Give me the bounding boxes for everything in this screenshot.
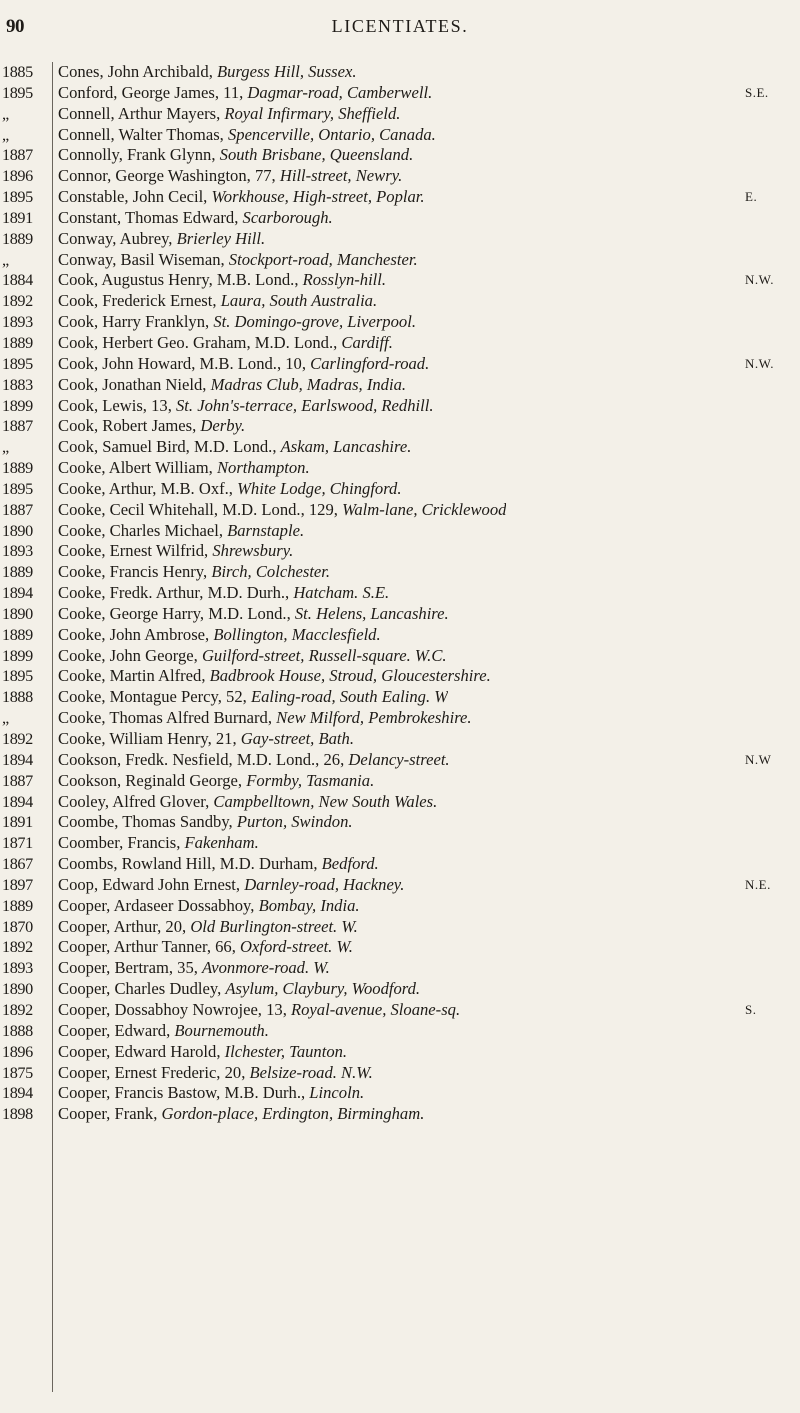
entry-text	[58, 833, 259, 854]
entry-postal-district: N.W.	[745, 355, 774, 371]
entry-name: Cooper, Francis Bastow, M.B. Durh.,	[58, 1083, 310, 1103]
entry-address: Walm-lane, Cricklewood	[342, 499, 507, 519]
entry-text	[58, 1000, 460, 1021]
list-item	[0, 771, 800, 792]
entry-name: Cook, Herbert Geo. Graham, M.D. Lond.,	[58, 332, 342, 352]
entry-text	[58, 1063, 373, 1084]
entry-text	[58, 104, 400, 125]
list-item	[0, 500, 800, 521]
entry-address: St. John's-terrace, Earlswood, Redhill.	[176, 395, 434, 415]
entry-year: 1892	[2, 292, 33, 311]
entry-year: 1895	[2, 667, 33, 686]
entry-address: Cardiff.	[341, 332, 393, 352]
entry-address: Bedford.	[321, 854, 379, 874]
entry-year: 1895	[2, 479, 33, 498]
entry-postal-district: E.	[745, 189, 758, 205]
entry-address: Bollington, Macclesfield.	[213, 624, 381, 644]
entry-text	[58, 750, 450, 771]
entry-address: Badbrook House, Stroud, Gloucestershire.	[209, 666, 491, 686]
entry-year: 1896	[2, 1042, 33, 1061]
entry-name: Cooke, Cecil Whitehall, M.D. Lond., 129,	[58, 499, 343, 519]
list-item	[0, 125, 800, 146]
entry-year: 1892	[2, 938, 33, 957]
entry-address: Purton, Swindon.	[236, 812, 353, 832]
list-item	[0, 145, 800, 166]
list-item	[0, 687, 800, 708]
entry-text	[58, 625, 381, 646]
list-item	[0, 812, 800, 833]
entry-text	[58, 562, 330, 583]
list-item	[0, 833, 800, 854]
entry-year: 1885	[2, 63, 33, 81]
entry-address: Hatcham. S.E.	[293, 583, 390, 603]
entry-year: 1898	[2, 1105, 33, 1124]
entry-year: 1892	[2, 1000, 33, 1019]
entry-year: 1889	[2, 563, 33, 582]
entry-name: Cooke, Francis Henry,	[58, 562, 212, 582]
list-item	[0, 208, 800, 229]
entry-name: Cooke, John Ambrose,	[58, 624, 214, 644]
entry-year: 1889	[2, 896, 33, 915]
entry-year: 1889	[2, 459, 33, 478]
list-item	[0, 229, 800, 250]
entry-address: Brierley Hill.	[176, 228, 266, 248]
entry-text	[58, 687, 448, 708]
entry-text	[58, 187, 425, 208]
entry-address: Scarborough.	[242, 207, 333, 227]
entry-text	[58, 458, 310, 479]
list-item	[0, 541, 800, 562]
entry-address: Askam, Lancashire.	[280, 437, 412, 457]
entry-name: Cook, Harry Franklyn,	[58, 312, 214, 332]
entry-address: Stockport-road, Manchester.	[228, 249, 418, 269]
entry-name: Cooke, Montague Percy, 52,	[58, 687, 251, 707]
running-head: LICENTIATES.	[331, 16, 469, 36]
entry-text	[58, 208, 333, 229]
entry-text	[58, 792, 437, 813]
entry-address: Royal-avenue, Sloane-sq.	[291, 999, 461, 1019]
entry-year: 1871	[2, 834, 33, 853]
entry-year: „	[2, 125, 9, 144]
list-item	[0, 979, 800, 1000]
entry-name: Connor, George Washington, 77,	[58, 166, 280, 186]
list-item	[0, 437, 800, 458]
page-header	[0, 0, 800, 50]
entry-year: 1893	[2, 542, 33, 561]
entry-name: Cook, Augustus Henry, M.B. Lond.,	[58, 270, 303, 290]
list-item	[0, 166, 800, 187]
entry-name: Cooke, Arthur, M.B. Oxf.,	[58, 478, 238, 498]
entry-address: Avonmore-road. W.	[202, 958, 330, 978]
entry-address: Bournemouth.	[174, 1020, 269, 1040]
entry-address: Madras Club, Madras, India.	[210, 374, 407, 394]
entry-year: 1894	[2, 750, 33, 769]
list-item	[0, 375, 800, 396]
entry-address: Ilchester, Taunton.	[224, 1041, 348, 1061]
list-item	[0, 917, 800, 938]
list-item	[0, 958, 800, 979]
entry-year: 1889	[2, 625, 33, 644]
entry-year: 1888	[2, 688, 33, 707]
entry-address: Derby.	[200, 416, 246, 436]
list-item	[0, 792, 800, 813]
entries-list	[0, 62, 800, 1125]
entry-name: Cook, Robert James,	[58, 416, 201, 436]
entry-year: 1890	[2, 980, 33, 999]
entry-year: 1899	[2, 396, 33, 415]
entry-postal-district: N.E.	[745, 876, 771, 892]
entry-text	[58, 1104, 424, 1125]
entry-year: „	[2, 438, 9, 457]
entry-name: Conway, Aubrey,	[58, 228, 177, 248]
entry-text	[58, 708, 472, 729]
entry-address: Ealing-road, South Ealing. W	[250, 687, 449, 707]
entry-address: Guilford-street, Russell-square. W.C.	[201, 645, 447, 665]
entry-name: Coombs, Rowland Hill, M.D. Durham,	[58, 854, 322, 874]
entry-name: Cookson, Fredk. Nesfield, M.D. Lond., 26,	[58, 749, 349, 769]
entry-text	[58, 229, 265, 250]
list-item	[0, 604, 800, 625]
entry-year: 1897	[2, 875, 33, 894]
entry-text	[58, 396, 434, 417]
entry-address: Darnley-road, Hackney.	[244, 874, 405, 894]
entry-text	[58, 854, 379, 875]
entry-address: Barnstaple.	[227, 520, 305, 540]
entry-text	[58, 83, 432, 104]
entry-year: 1889	[2, 333, 33, 352]
entry-text	[58, 1021, 269, 1042]
entry-address: Workhouse, High-street, Poplar.	[211, 187, 425, 207]
entry-text	[58, 812, 353, 833]
entry-name: Cooke, John George,	[58, 645, 202, 665]
entry-name: Cook, Jonathan Nield,	[58, 374, 211, 394]
entry-year: 1893	[2, 959, 33, 978]
entry-postal-district: S.	[745, 1001, 757, 1017]
entry-text	[58, 437, 411, 458]
list-item	[0, 354, 800, 375]
entry-name: Cooper, Arthur, 20,	[58, 916, 191, 936]
entry-year: 1894	[2, 792, 33, 811]
entry-name: Cooke, Charles Michael,	[58, 520, 228, 540]
entry-address: Laura, South Australia.	[220, 291, 378, 311]
entry-year: 1867	[2, 855, 33, 874]
entry-name: Cooper, Edward,	[58, 1020, 175, 1040]
entry-year: 1888	[2, 1021, 33, 1040]
entry-year: 1887	[2, 771, 33, 790]
entry-text	[58, 479, 402, 500]
entry-address: New Milford, Pembrokeshire.	[276, 708, 472, 728]
entry-text	[58, 729, 354, 750]
entry-text	[58, 771, 374, 792]
entry-text	[58, 958, 330, 979]
entry-name: Cooley, Alfred Glover,	[58, 791, 214, 811]
entry-year: 1887	[2, 417, 33, 436]
entry-year: 1887	[2, 146, 33, 165]
entry-address: Delancy-street.	[348, 749, 450, 769]
entry-text	[58, 145, 413, 166]
entry-name: Cookson, Reginald George,	[58, 770, 247, 790]
entry-name: Cooke, William Henry, 21,	[58, 729, 241, 748]
list-item	[0, 104, 800, 125]
entry-name: Cooper, Charles Dudley,	[58, 979, 226, 999]
entry-year: 1890	[2, 521, 33, 540]
list-item	[0, 729, 800, 750]
entry-name: Cook, Lewis, 13,	[58, 395, 176, 415]
entry-name: Cooper, Arthur Tanner, 66,	[58, 937, 241, 957]
entry-name: Cooke, Ernest Wilfrid,	[58, 541, 213, 561]
entry-name: Constable, John Cecil,	[58, 187, 212, 207]
entry-name: Cooper, Frank,	[58, 1104, 162, 1124]
entry-address: Fakenham.	[184, 833, 259, 853]
entry-year: 1893	[2, 313, 33, 332]
entry-name: Conford, George James, 11,	[58, 82, 248, 102]
entry-year: 1895	[2, 83, 33, 102]
list-item	[0, 750, 800, 771]
entry-postal-district: S.E.	[745, 84, 769, 100]
entry-year: 1894	[2, 1084, 33, 1103]
list-item	[0, 1104, 800, 1125]
entry-address: Bombay, India.	[258, 895, 360, 915]
list-item	[0, 312, 800, 333]
entry-postal-district: N.W.	[745, 272, 774, 288]
list-item	[0, 1063, 800, 1084]
entry-name: Cones, John Archibald,	[58, 62, 218, 81]
list-item	[0, 562, 800, 583]
entry-address: Oxford-street. W.	[240, 937, 353, 957]
list-item	[0, 937, 800, 958]
entry-text	[58, 875, 404, 896]
list-item	[0, 458, 800, 479]
list-item	[0, 854, 800, 875]
entry-name: Connolly, Frank Glynn,	[58, 145, 220, 165]
list-item	[0, 396, 800, 417]
entry-text	[58, 62, 357, 83]
entry-address: Asylum, Claybury, Woodford.	[225, 979, 421, 999]
entry-name: Conway, Basil Wiseman,	[58, 249, 229, 269]
list-item	[0, 1083, 800, 1104]
entry-name: Constant, Thomas Edward,	[58, 207, 243, 227]
list-item	[0, 250, 800, 271]
entry-text	[58, 646, 447, 667]
list-item	[0, 708, 800, 729]
list-item	[0, 83, 800, 104]
list-item	[0, 646, 800, 667]
entry-text	[58, 500, 506, 521]
list-item	[0, 521, 800, 542]
entry-address: Carlingford-road.	[310, 353, 430, 373]
entry-text	[58, 250, 418, 271]
entry-year: 1895	[2, 354, 33, 373]
entry-address: Hill-street, Newry.	[279, 166, 403, 186]
entry-text	[58, 917, 358, 938]
entry-name: Cooke, Fredk. Arthur, M.D. Durh.,	[58, 583, 294, 603]
entry-name: Coop, Edward John Ernest,	[58, 874, 245, 894]
entry-text	[58, 604, 449, 625]
entry-address: St. Helens, Lancashire.	[294, 603, 449, 623]
entry-text	[58, 937, 353, 958]
entry-postal-district: N.W	[745, 751, 772, 767]
entry-year: 1887	[2, 500, 33, 519]
entry-year: 1890	[2, 604, 33, 623]
entry-name: Connell, Walter Thomas,	[58, 124, 228, 144]
entry-text	[58, 312, 416, 333]
entry-address: Campbelltown, New South Wales.	[213, 791, 438, 811]
entry-address: Gay-street, Bath.	[240, 729, 354, 748]
entry-name: Cooke, Martin Alfred,	[58, 666, 210, 686]
list-item	[0, 416, 800, 437]
list-item	[0, 1000, 800, 1021]
entry-name: Cook, Samuel Bird, M.D. Lond.,	[58, 437, 281, 457]
entry-address: Burgess Hill, Sussex.	[217, 62, 357, 81]
entry-address: Dagmar-road, Camberwell.	[247, 82, 433, 102]
entry-name: Coomber, Francis,	[58, 833, 185, 853]
list-item	[0, 666, 800, 687]
entry-name: Cook, John Howard, M.B. Lond., 10,	[58, 353, 311, 373]
entry-year: 1883	[2, 375, 33, 394]
entry-year: 1884	[2, 271, 33, 290]
entry-year: 1895	[2, 188, 33, 207]
entry-year: 1892	[2, 730, 33, 748]
entry-year: 1889	[2, 229, 33, 248]
entry-address: Birch, Colchester.	[211, 562, 331, 582]
entry-name: Cooper, Ernest Frederic, 20,	[58, 1062, 250, 1082]
list-item	[0, 1042, 800, 1063]
entry-name: Cooper, Bertram, 35,	[58, 958, 203, 978]
entry-address: Formby, Tasmania.	[246, 770, 375, 790]
entry-text	[58, 521, 304, 542]
list-item	[0, 875, 800, 896]
entry-name: Cooke, Thomas Alfred Burnard,	[58, 708, 277, 728]
entry-text	[58, 896, 360, 917]
page-number: 90	[6, 16, 24, 37]
entry-year: 1899	[2, 646, 33, 665]
entry-text	[58, 166, 402, 187]
list-item	[0, 625, 800, 646]
entry-text	[58, 270, 386, 291]
entry-text	[58, 291, 377, 312]
entry-year: 1891	[2, 208, 33, 227]
entry-text	[58, 666, 491, 687]
entry-text	[58, 125, 436, 146]
entry-address: Belsize-road. N.W.	[249, 1062, 373, 1082]
entry-year: 1875	[2, 1063, 33, 1082]
entry-text	[58, 416, 245, 437]
entry-text	[58, 1083, 364, 1104]
entry-year: 1870	[2, 917, 33, 936]
entry-address: White Lodge, Chingford.	[237, 478, 402, 498]
entry-text	[58, 354, 429, 375]
list-item	[0, 1021, 800, 1042]
entry-address: St. Domingo-grove, Liverpool.	[213, 312, 416, 332]
entry-text	[58, 333, 393, 354]
entry-address: Gordon-place, Erdington, Birmingham.	[161, 1104, 425, 1124]
entry-address: Spencerville, Ontario, Canada.	[227, 124, 436, 144]
entry-name: Cooper, Ardaseer Dossabhoy,	[58, 895, 259, 915]
list-item	[0, 479, 800, 500]
entry-name: Coombe, Thomas Sandby,	[58, 812, 237, 832]
entry-address: Royal Infirmary, Sheffield.	[224, 103, 401, 123]
entry-address: Lincoln.	[309, 1083, 365, 1103]
entry-year: 1894	[2, 584, 33, 603]
entry-name: Cook, Frederick Ernest,	[58, 291, 221, 311]
entry-name: Cooke, George Harry, M.D. Lond.,	[58, 603, 295, 623]
entry-year: „	[2, 104, 9, 123]
entry-address: South Brisbane, Queensland.	[219, 145, 414, 165]
entry-text	[58, 375, 406, 396]
entry-text	[58, 1042, 347, 1063]
entry-address: Shrewsbury.	[212, 541, 294, 561]
entry-name: Cooper, Dossabhoy Nowrojee, 13,	[58, 999, 291, 1019]
entry-year: 1896	[2, 167, 33, 186]
entry-address: Old Burlington-street. W.	[190, 916, 358, 936]
entry-name: Connell, Arthur Mayers,	[58, 103, 225, 123]
entry-name: Cooper, Edward Harold,	[58, 1041, 225, 1061]
list-item	[0, 583, 800, 604]
entry-text	[58, 583, 389, 604]
entry-text	[58, 979, 420, 1000]
list-item	[0, 896, 800, 917]
entry-year: „	[2, 250, 9, 269]
entry-address: Rosslyn-hill.	[302, 270, 387, 290]
entry-text	[58, 541, 293, 562]
list-item	[0, 333, 800, 354]
entry-name: Cooke, Albert William,	[58, 458, 217, 478]
list-item	[0, 187, 800, 208]
list-item	[0, 62, 800, 83]
list-item	[0, 291, 800, 312]
entry-year: 1891	[2, 813, 33, 832]
list-item	[0, 270, 800, 291]
entry-address: Northampton.	[216, 458, 310, 478]
entry-year: „	[2, 709, 9, 728]
